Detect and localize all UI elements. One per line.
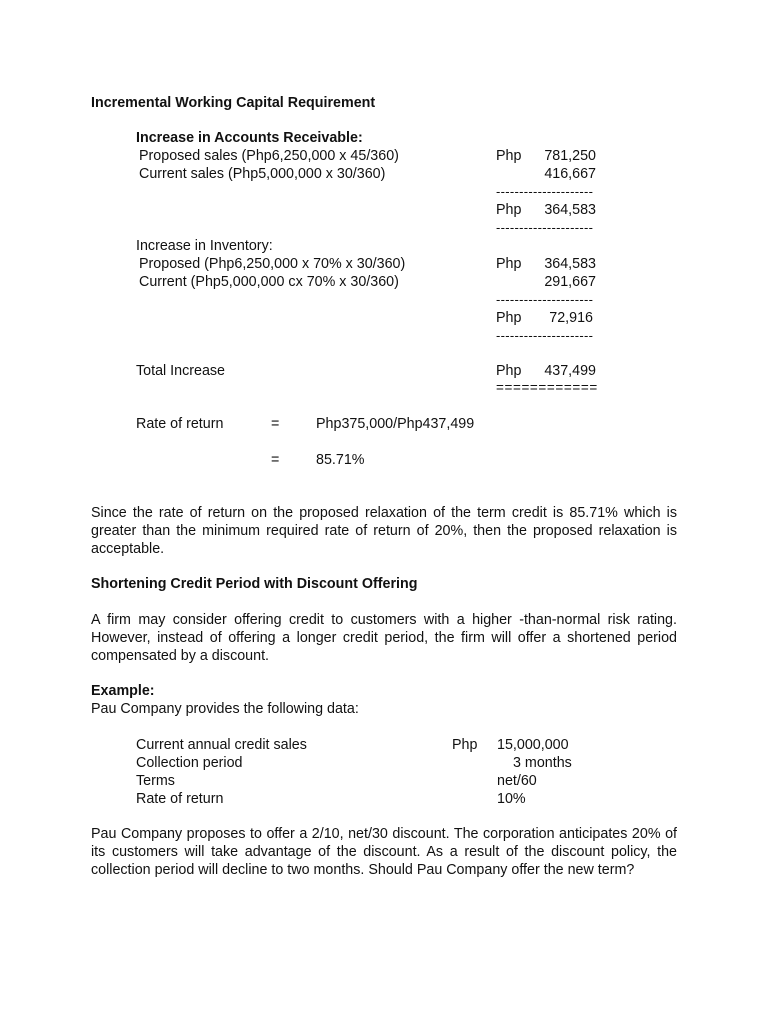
- ar-result-value: 364,583: [544, 202, 596, 218]
- ar-currency: Php: [496, 148, 522, 164]
- single-rule: ---------------------: [496, 292, 594, 307]
- double-rule: ============: [496, 380, 598, 395]
- section-heading-shortening: Shortening Credit Period with Discount Offering: [91, 576, 418, 592]
- ror-result: 85.71%: [316, 452, 365, 468]
- ror-equals-1: =: [271, 416, 280, 432]
- ar-heading: Increase in Accounts Receivable:: [136, 130, 363, 146]
- inv-proposed-value: 364,583: [544, 256, 596, 272]
- total-value: 437,499: [544, 363, 596, 379]
- example-heading: Example:: [91, 683, 155, 699]
- single-rule: ---------------------: [496, 184, 594, 199]
- ror-equals-2: =: [271, 452, 280, 468]
- example-row-value: 3 months: [513, 755, 572, 771]
- ar-current-label: Current sales (Php5,000,000 x 30/360): [139, 166, 386, 182]
- intro-paragraph: A firm may consider offering credit to customers with a higher -than-normal risk rating. However, instead of offering a longer credit period, the firm will offer a shortened period compensated by a discount.: [91, 612, 677, 664]
- ar-proposed-label: Proposed sales (Php6,250,000 x 45/360): [139, 148, 399, 164]
- question-paragraph: Pau Company proposes to offer a 2/10, net/30 discount. The corporation anticipates 20% of its customers will take advantage of the discount. As a result of the discount policy, the collection period will decline to two months. Should Pau Company offer the new term?: [91, 826, 677, 878]
- inv-proposed-label: Proposed (Php6,250,000 x 70% x 30/360): [139, 256, 406, 272]
- example-row-value: 15,000,000: [497, 737, 569, 753]
- ror-label: Rate of return: [136, 416, 224, 432]
- inv-heading: Increase in Inventory:: [136, 238, 273, 254]
- example-row-label: Rate of return: [136, 791, 224, 807]
- example-row-currency: Php: [452, 737, 478, 753]
- total-label: Total Increase: [136, 363, 226, 379]
- example-intro: Pau Company provides the following data:: [91, 701, 359, 717]
- example-row-label: Current annual credit sales: [136, 737, 307, 753]
- inv-currency: Php: [496, 256, 522, 272]
- ror-expression: Php375,000/Php437,499: [316, 416, 475, 432]
- total-currency: Php: [496, 363, 522, 379]
- example-row-value: net/60: [497, 773, 537, 789]
- example-row-value: 10%: [497, 791, 526, 807]
- inv-result-value: 72,916: [549, 310, 593, 326]
- example-row-label: Collection period: [136, 755, 243, 771]
- conclusion-paragraph: Since the rate of return on the proposed relaxation of the term credit is 85.71% which is greater than the minimum required rate of return of 20%, then the proposed relaxation is acceptable.: [91, 505, 677, 557]
- inv-current-value: 291,667: [544, 274, 596, 290]
- inv-result-currency: Php: [496, 310, 522, 326]
- inv-current-label: Current (Php5,000,000 cx 70% x 30/360): [139, 274, 399, 290]
- ar-result-currency: Php: [496, 202, 522, 218]
- single-rule: ---------------------: [496, 328, 594, 343]
- single-rule: ---------------------: [496, 220, 594, 235]
- section-heading: Incremental Working Capital Requirement: [91, 95, 376, 111]
- ar-proposed-value: 781,250: [544, 148, 596, 164]
- example-row-label: Terms: [136, 773, 175, 789]
- ar-current-value: 416,667: [544, 166, 596, 182]
